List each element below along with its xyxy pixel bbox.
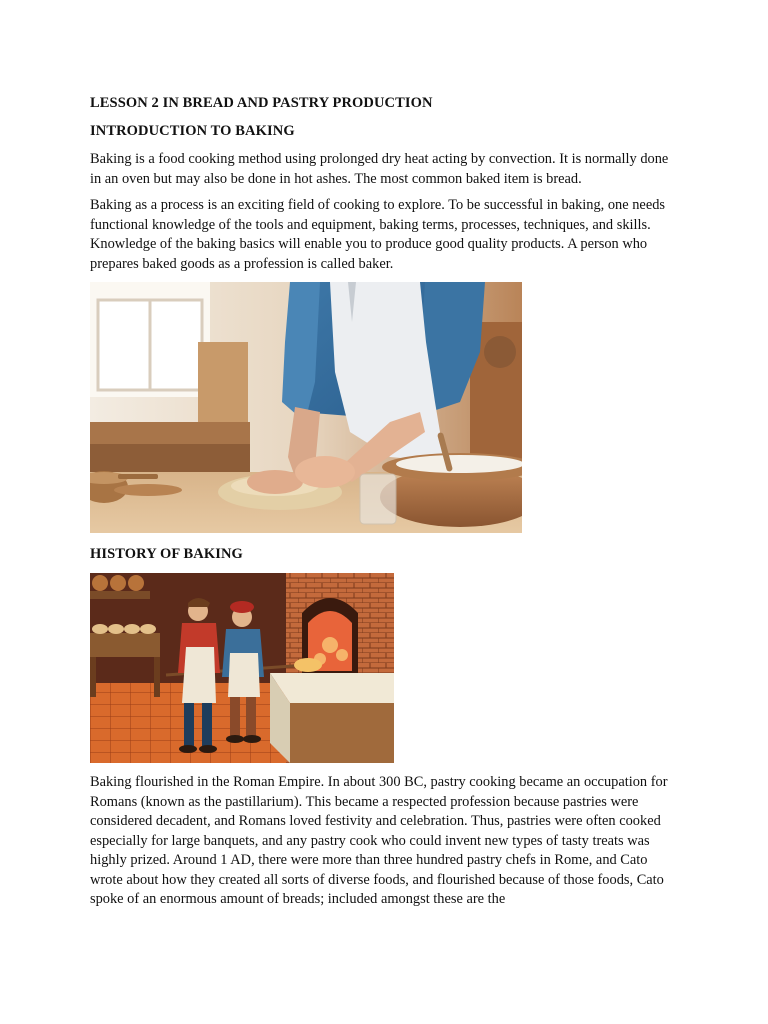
document-body (90, 94, 680, 917)
history-paragraph-1: Baking flourished in the Roman Empire. In about 300 BC, pastry cooking became an occupation for Romans (known as the pastillarium). This became a respected profession because pastries were considered decadent, and Romans loved festivity and celebration. Thus, pastries were often cooked especially for large banquets, and any pastry cook who could invent new types of tasty treats was highly prized. Around 1 AD, there were more than three hundred pastry chefs in Rome, and Cato wrote about how they created all sorts of diverse foods, and flourished because of those foods, Cato spoke of an enormous amount of breads; included amongst these are the (90, 774, 668, 907)
history-heading: HISTORY OF BAKING (90, 546, 243, 562)
medieval-bakers-illustration (90, 573, 394, 763)
baker-kneading-photo (90, 282, 522, 533)
intro-paragraph-1: Baking is a food cooking method using prolonged dry heat acting by convection. It is normally done in an oven but may also be done in hot ashes. The most common baked item is bread. (90, 151, 669, 187)
intro-heading: INTRODUCTION TO BAKING (90, 123, 295, 139)
intro-paragraph-2: Baking as a process is an exciting field of cooking to explore. To be successful in baking, one needs functional knowledge of the tools and equipment, baking terms, processes, techniques, and skills. Knowledge of the baking basics will enable you to produce good quality products. A person who prepares baked goods as a profession is called baker. (90, 197, 666, 272)
lesson-title: LESSON 2 IN BREAD AND PASTRY PRODUCTION (90, 95, 433, 111)
